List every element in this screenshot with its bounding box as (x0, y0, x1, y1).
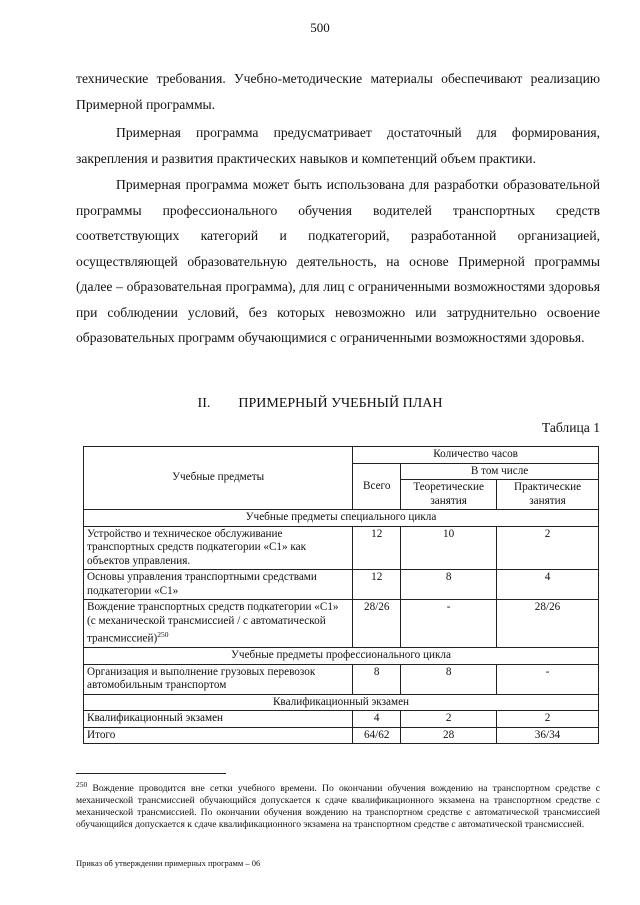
table-row (84, 600, 599, 648)
table-row (84, 711, 599, 728)
section-heading (0, 396, 640, 412)
section-number: II. (197, 396, 211, 411)
footnote-divider (76, 773, 226, 774)
total-practice: 36/34 (497, 727, 599, 744)
header-hours: Количество часов (353, 447, 599, 464)
row-total: 8 (353, 664, 401, 694)
paragraph-3: Примерная программа может быть использована для разработки образовательной программы профессионального обучения водителей транспортных средств соответствующих категорий и подкатегорий, разработанной организацией, осуществляющей образовательную деятельность, на основе Примерной программы (далее – образовательная программа), для лиц с ограниченными возможностями здоровья при соблюдении условий, без которых невозможно или затруднительно освоение образовательных программ обучающимися с ограниченными возможностями здоровья. (76, 177, 600, 345)
table-row (84, 664, 599, 694)
total-theory: 28 (401, 727, 497, 744)
curriculum-table (83, 446, 599, 744)
table-row (84, 526, 599, 570)
row-subject: Основы управления транспортными средствами подкатегории «С1» (84, 570, 353, 600)
row-subject: Организация и выполнение грузовых перевозок автомобильным транспортом (84, 664, 353, 694)
total-hours: 64/62 (353, 727, 401, 744)
section-row-professional: Учебные предметы профессионального цикла (84, 648, 599, 665)
footnote-ref: 250 (157, 630, 169, 639)
page-number: 500 (310, 20, 330, 35)
paragraph-1: технические требования. Учебно-методические материалы обеспечивают реализацию Примерной программы. (76, 71, 600, 112)
row-total: 28/26 (353, 600, 401, 648)
total-row (84, 727, 599, 744)
row-total: 4 (353, 711, 401, 728)
row-practice: 4 (497, 570, 599, 600)
section-row-special: Учебные предметы специального цикла (84, 510, 599, 527)
section-row-exam: Квалификационный экзамен (84, 694, 599, 711)
row-practice: - (497, 664, 599, 694)
row-subject: Устройство и техническое обслуживание транспортных средств подкатегории «С1» как объектов управления. (84, 526, 353, 570)
paragraph-2: Примерная программа предусматривает достаточный для формирования, закрепления и развития практических навыков и компетенций объем практики. (76, 125, 600, 166)
header-theory: Теоретические занятия (401, 480, 497, 510)
row-theory: 8 (401, 664, 497, 694)
header-practice: Практические занятия (497, 480, 599, 510)
table-label: Таблица 1 (541, 420, 600, 435)
row-theory: 2 (401, 711, 497, 728)
footnote (76, 779, 600, 831)
section-title: ПРИМЕРНЫЙ УЧЕБНЫЙ ПЛАН (238, 396, 443, 411)
footnote-text: Вождение проводится вне сетки учебного времени. По окончании обучения вождению на транспортном средстве с механической трансмиссией обучающийся допускается к сдаче квалификационного экзамена на транспортном средстве с механической трансмиссией. По окончании обучения вождению на транспортном средстве с автоматической трансмиссией обучающийся допускается к сдаче квалификационного экзамена на транспортном средстве с автоматической трансмиссией. (76, 783, 600, 831)
footnote-mark: 250 (76, 780, 88, 789)
header-including: В том числе (401, 463, 599, 480)
header-subjects: Учебные предметы (84, 447, 353, 510)
row-total: 12 (353, 570, 401, 600)
row-practice: 2 (497, 526, 599, 570)
row-subject-text: Вождение транспортных средств подкатегории «С1» (с механической трансмиссией / с автоматической трансмиссией) (87, 601, 339, 645)
row-practice: 28/26 (497, 600, 599, 648)
table-row (84, 570, 599, 600)
header-total: Всего (353, 463, 401, 510)
row-subject: Квалификационный экзамен (84, 711, 353, 728)
page-footer: Приказ об утверждении примерных программ – 06 (76, 858, 261, 868)
row-theory: - (401, 600, 497, 648)
row-subject (84, 600, 353, 648)
row-total: 12 (353, 526, 401, 570)
row-practice: 2 (497, 711, 599, 728)
row-theory: 10 (401, 526, 497, 570)
total-label: Итого (84, 727, 353, 744)
row-theory: 8 (401, 570, 497, 600)
